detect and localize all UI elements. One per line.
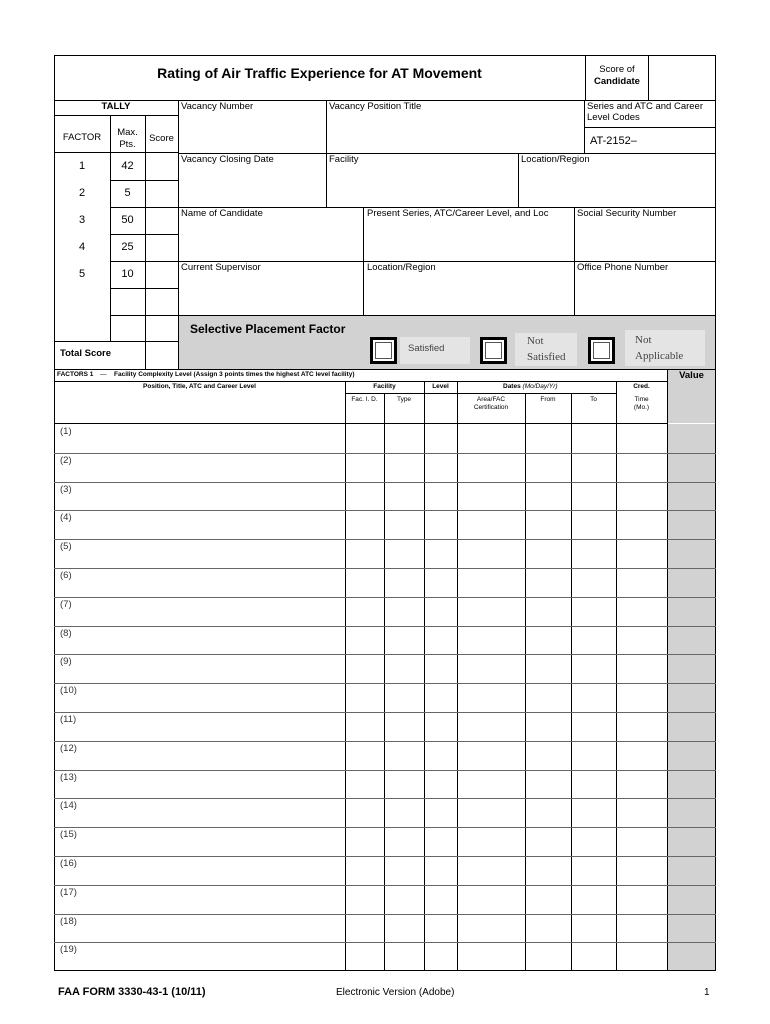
factors-prefix: FACTORS 1 bbox=[57, 371, 94, 378]
tally-factor: 4 bbox=[78, 241, 86, 253]
current-supervisor-label: Current Supervisor bbox=[181, 262, 261, 273]
table-row[interactable] bbox=[55, 771, 667, 799]
dates-header: Dates (Mo/Day/Yr) bbox=[503, 383, 558, 390]
tally-max: 10 bbox=[121, 268, 134, 280]
total-score-label: Total Score bbox=[60, 348, 112, 359]
satisfied-checkbox[interactable] bbox=[370, 337, 397, 364]
row-number: (9) bbox=[60, 656, 72, 667]
table-row[interactable] bbox=[55, 857, 667, 885]
tally-factor: 5 bbox=[78, 268, 86, 280]
level-header: Level bbox=[432, 383, 449, 390]
table-row[interactable] bbox=[55, 684, 667, 712]
vacancy-position-title-label: Vacancy Position Title bbox=[329, 101, 422, 112]
facility-header: Facility bbox=[373, 383, 396, 390]
row-number: (15) bbox=[60, 829, 77, 840]
table-row[interactable] bbox=[55, 598, 667, 626]
tally-max: 25 bbox=[121, 241, 134, 253]
row-number: (17) bbox=[60, 887, 77, 898]
time-header-1: Time bbox=[634, 396, 649, 403]
table-row[interactable] bbox=[55, 511, 667, 539]
candidate-score-field[interactable] bbox=[649, 56, 715, 100]
cred-header: Cred. bbox=[633, 383, 650, 390]
row-number: (5) bbox=[60, 541, 72, 552]
present-series-label: Present Series, ATC/Career Level, and Loc bbox=[367, 208, 549, 219]
row-number: (18) bbox=[60, 916, 77, 927]
series-code-value: AT-2152– bbox=[590, 135, 637, 147]
form-title: Rating of Air Traffic Experience for AT Movement bbox=[157, 65, 482, 81]
area-cert-header-2: Certification bbox=[473, 404, 509, 411]
area-cert-header-1: Area/FAC bbox=[476, 396, 506, 403]
factor-label: FACTOR bbox=[62, 132, 102, 143]
value-column bbox=[668, 424, 715, 970]
vacancy-closing-date-label: Vacancy Closing Date bbox=[181, 154, 274, 165]
position-header: Position, Title, ATC and Career Level bbox=[143, 383, 256, 390]
table-row[interactable] bbox=[55, 540, 667, 568]
table-row[interactable] bbox=[55, 569, 667, 597]
table-row[interactable] bbox=[55, 454, 667, 482]
table-row[interactable] bbox=[55, 886, 667, 914]
table-row[interactable] bbox=[55, 943, 667, 971]
tally-factor: 3 bbox=[78, 214, 86, 226]
table-row[interactable] bbox=[55, 915, 667, 943]
name-of-candidate-label: Name of Candidate bbox=[181, 208, 263, 219]
not-satisfied-checkbox[interactable] bbox=[480, 337, 507, 364]
tally-label: TALLY bbox=[101, 101, 131, 112]
type-header: Type bbox=[396, 396, 412, 403]
location-region-label: Location/Region bbox=[521, 154, 590, 165]
vacancy-number-label: Vacancy Number bbox=[181, 101, 254, 112]
not-applicable-label-1: Not bbox=[635, 334, 652, 346]
table-row[interactable] bbox=[55, 713, 667, 741]
form-number: FAA FORM 3330-43-1 (10/11) bbox=[58, 986, 206, 998]
satisfied-label: Satisfied bbox=[408, 343, 445, 354]
tally-max: 5 bbox=[124, 187, 131, 199]
row-number: (16) bbox=[60, 858, 77, 869]
series-atc-label-2: Level Codes bbox=[587, 112, 640, 123]
table-row[interactable] bbox=[55, 742, 667, 770]
table-row[interactable] bbox=[55, 425, 667, 453]
row-number: (3) bbox=[60, 484, 72, 495]
office-phone-label: Office Phone Number bbox=[577, 262, 669, 273]
table-row[interactable] bbox=[55, 483, 667, 511]
row-number: (14) bbox=[60, 800, 77, 811]
value-label: Value bbox=[679, 370, 704, 381]
not-satisfied-label-2: Satisfied bbox=[527, 351, 566, 363]
tally-factor: 1 bbox=[78, 160, 86, 172]
page-number: 1 bbox=[704, 987, 710, 998]
max-label: Max. bbox=[117, 127, 138, 138]
table-row[interactable] bbox=[55, 655, 667, 683]
factors-instruction: Facility Complexity Level (Assign 3 points times the highest ATC level facility) bbox=[114, 371, 355, 378]
factors-dash: — bbox=[100, 371, 107, 378]
row-number: (11) bbox=[60, 714, 77, 725]
location-region-label-2: Location/Region bbox=[367, 262, 436, 273]
ssn-label: Social Security Number bbox=[577, 208, 677, 219]
score-of-label: Score of bbox=[599, 64, 635, 75]
row-number: (1) bbox=[60, 426, 72, 437]
time-header-2: (Mo.) bbox=[633, 404, 650, 411]
total-score-field[interactable] bbox=[146, 342, 178, 369]
tally-max: 42 bbox=[121, 160, 134, 172]
table-row[interactable] bbox=[55, 799, 667, 827]
selective-placement-heading: Selective Placement Factor bbox=[190, 322, 346, 336]
tally-factor: 2 bbox=[78, 187, 86, 199]
tally-max: 50 bbox=[121, 214, 134, 226]
series-atc-label: Series and ATC and Career bbox=[587, 101, 703, 112]
from-header: From bbox=[540, 396, 556, 403]
row-number: (19) bbox=[60, 944, 77, 955]
facility-label: Facility bbox=[329, 154, 359, 165]
not-applicable-checkbox[interactable] bbox=[588, 337, 615, 364]
pts-label: Pts. bbox=[119, 139, 136, 150]
fac-id-header: Fac. I. D. bbox=[351, 396, 378, 403]
table-row[interactable] bbox=[55, 828, 667, 856]
row-number: (8) bbox=[60, 628, 72, 639]
not-applicable-label-2: Applicable bbox=[635, 350, 684, 362]
row-number: (13) bbox=[60, 772, 77, 783]
row-number: (6) bbox=[60, 570, 72, 581]
row-number: (4) bbox=[60, 512, 72, 523]
candidate-label: Candidate bbox=[594, 76, 640, 87]
to-header: To bbox=[590, 396, 597, 403]
row-number: (7) bbox=[60, 599, 72, 610]
score-label: Score bbox=[149, 133, 174, 144]
not-satisfied-label-1: Not bbox=[527, 335, 544, 347]
table-row[interactable] bbox=[55, 627, 667, 655]
row-number: (12) bbox=[60, 743, 77, 754]
row-number: (2) bbox=[60, 455, 72, 466]
row-number: (10) bbox=[60, 685, 77, 696]
electronic-version: Electronic Version (Adobe) bbox=[336, 987, 455, 998]
